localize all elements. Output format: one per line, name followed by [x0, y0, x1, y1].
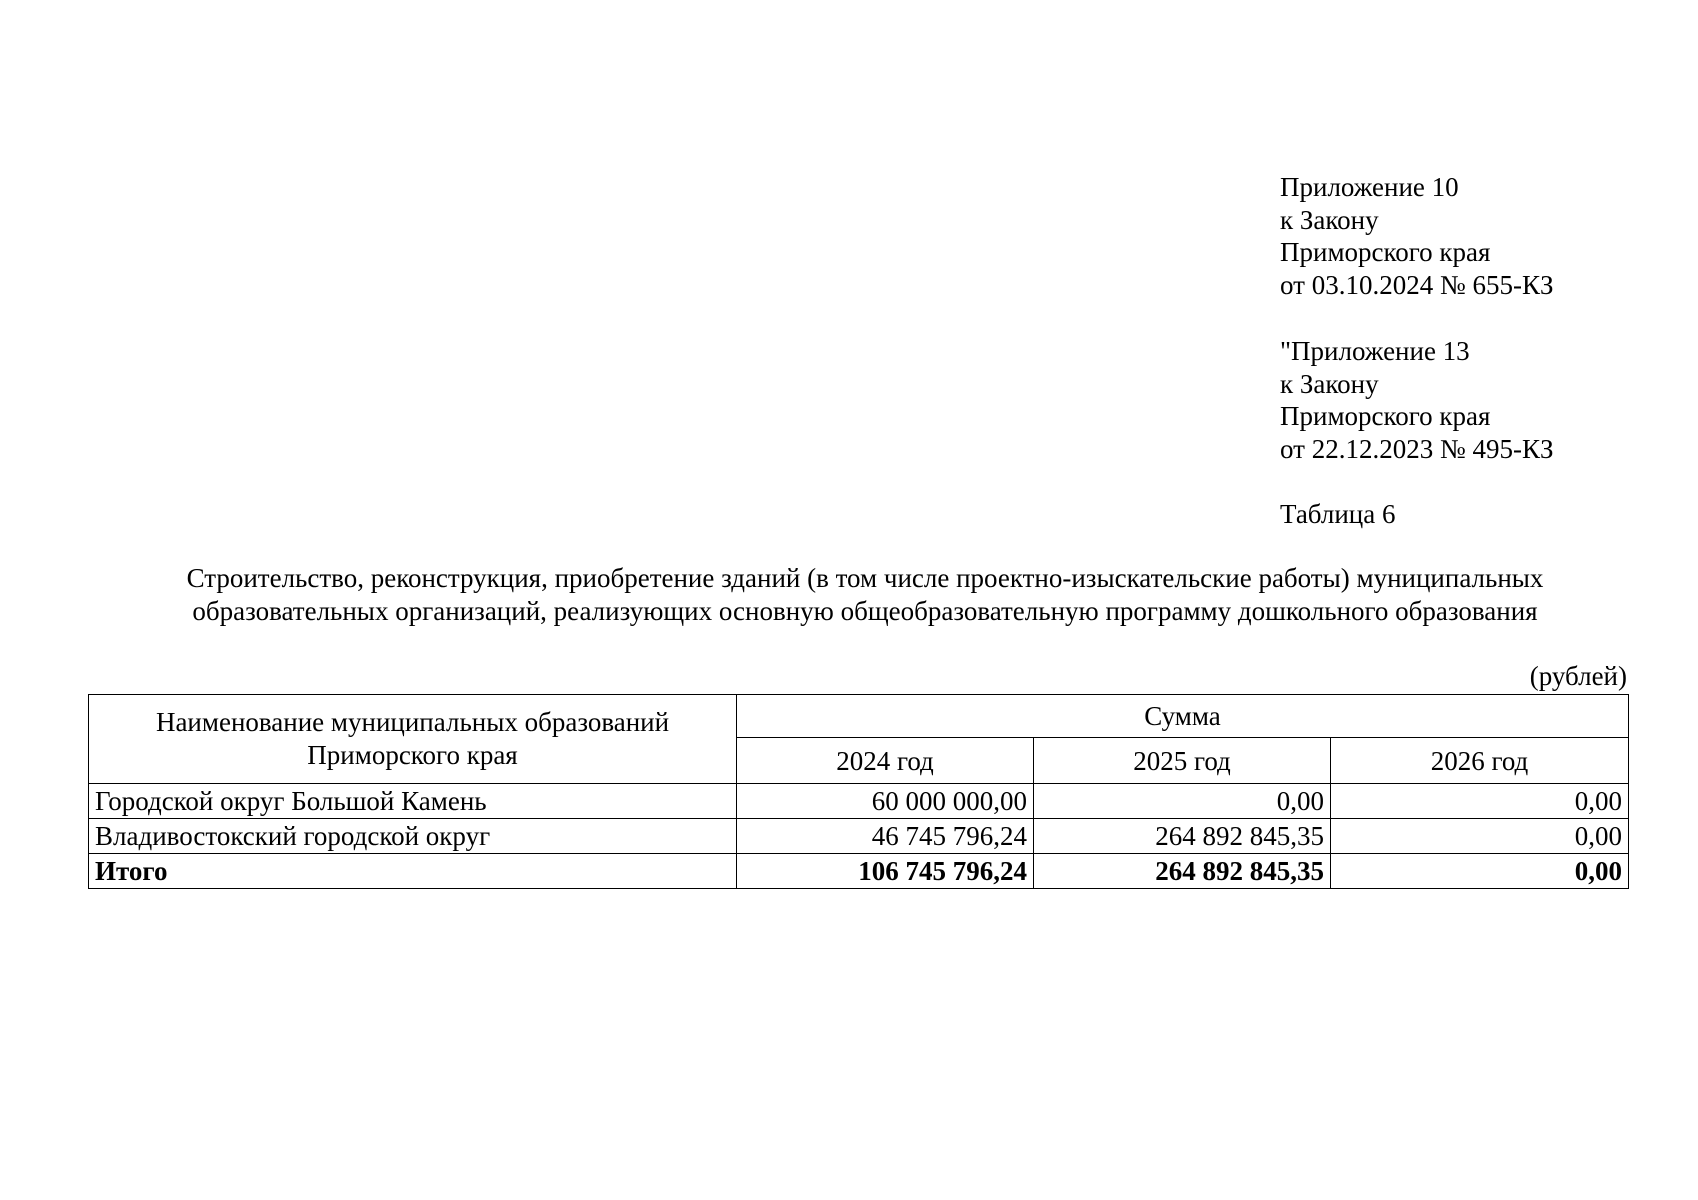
- amount-2026-cell: 0,00: [1331, 819, 1629, 854]
- appendix-line: к Закону: [1280, 368, 1379, 399]
- column-header-2026: 2026 год: [1331, 738, 1629, 784]
- amount-2025-cell: 264 892 845,35: [1034, 819, 1331, 854]
- table-number-label: Таблица 6: [1280, 499, 1396, 529]
- funding-table: [88, 694, 1629, 889]
- column-header-sum: Сумма: [737, 695, 1629, 738]
- appendix-original-reference: [1280, 335, 1553, 465]
- municipality-name-cell: Владивостокский городской округ: [89, 819, 737, 854]
- amount-2024-cell: 60 000 000,00: [737, 784, 1034, 819]
- appendix-line: "Приложение 13: [1280, 336, 1470, 366]
- municipality-name-cell: Городской округ Большой Камень: [89, 784, 737, 819]
- amount-2024-cell: 46 745 796,24: [737, 819, 1034, 854]
- table-row: [89, 819, 1629, 854]
- appendix-line: Приморского края: [1280, 237, 1491, 267]
- column-header-2025: 2025 год: [1034, 738, 1331, 784]
- total-label-cell: Итого: [89, 854, 737, 889]
- header-line: Наименование муниципальных образований: [155, 707, 670, 737]
- amount-2025-cell: 0,00: [1034, 784, 1331, 819]
- header-line: Приморского края: [307, 740, 518, 770]
- total-2024-cell: 106 745 796,24: [737, 854, 1034, 889]
- table-row: [89, 784, 1629, 819]
- total-2026-cell: 0,00: [1331, 854, 1629, 889]
- column-header-2024: 2024 год: [737, 738, 1034, 784]
- appendix-line: Приморского края: [1280, 401, 1491, 431]
- appendix-line: Приложение 10: [1280, 172, 1459, 202]
- appendix-line: к Закону: [1280, 204, 1379, 235]
- table-header-row: [89, 695, 1629, 738]
- table-total-row: [89, 854, 1629, 889]
- appendix-current-reference: [1280, 171, 1553, 301]
- appendix-line: от 22.12.2023 № 495-КЗ: [1280, 433, 1554, 464]
- document-title: [100, 562, 1630, 628]
- appendix-line: от 03.10.2024 № 655-КЗ: [1280, 269, 1554, 300]
- units-label: (рублей): [1529, 661, 1627, 691]
- column-header-municipality: [89, 695, 737, 784]
- title-line: образовательных организаций, реализующих основную общеобразовательную программу дошкольного образования: [192, 596, 1538, 626]
- total-2025-cell: 264 892 845,35: [1034, 854, 1331, 889]
- title-line: Строительство, реконструкция, приобретение зданий (в том числе проектно-изыскательские работы) муниципальных: [186, 563, 1544, 593]
- amount-2026-cell: 0,00: [1331, 784, 1629, 819]
